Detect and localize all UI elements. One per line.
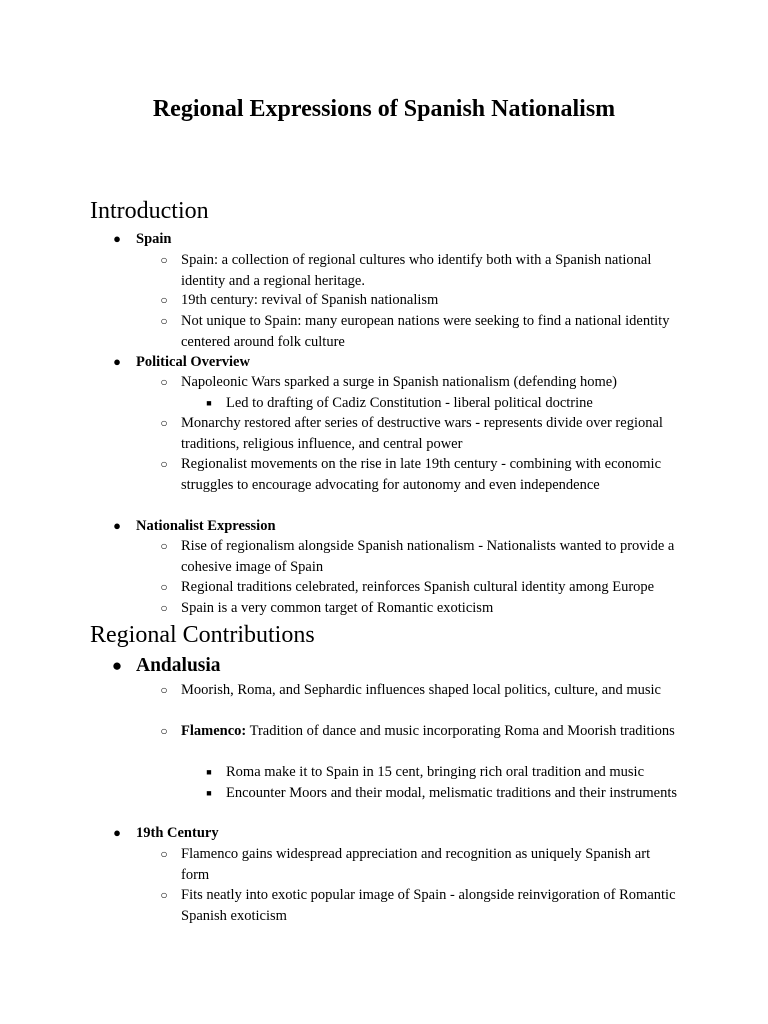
list-item <box>160 598 681 619</box>
list-item <box>160 577 681 598</box>
bullet-spain <box>113 229 696 250</box>
heading-introduction: Introduction <box>90 198 209 224</box>
bullet-label: Andalusia <box>136 655 221 676</box>
bullet-disc-icon: ● <box>113 825 121 840</box>
bullet-nationalist-expression <box>113 516 696 537</box>
bullet-circle-icon: ○ <box>160 457 168 471</box>
list-item <box>160 536 681 577</box>
bullet-disc-icon: ● <box>113 518 121 533</box>
list-item-text: Led to drafting of Cadiz Constitution - liberal political doctrine <box>226 395 593 411</box>
bullet-circle-icon: ○ <box>160 683 168 697</box>
list-item-text: Spain is a very common target of Romantic exoticism <box>181 600 494 616</box>
bullet-circle-icon: ○ <box>160 253 168 267</box>
flamenco-term: Flamenco: <box>181 723 247 739</box>
bullet-square-icon: ■ <box>206 788 212 798</box>
bullet-circle-icon: ○ <box>160 314 168 328</box>
bullet-circle-icon: ○ <box>160 375 168 389</box>
bullet-circle-icon: ○ <box>160 416 168 430</box>
heading-regional-contributions: Regional Contributions <box>90 622 315 648</box>
list-item-text: Fits neatly into exotic popular image of Spain - alongside reinvigoration of Romantic Spanish exoticism <box>181 887 676 924</box>
list-item-text: Flamenco gains widespread appreciation and recognition as uniquely Spanish art form <box>181 846 651 883</box>
list-item <box>160 372 681 393</box>
list-item <box>206 783 686 804</box>
list-item <box>160 844 681 885</box>
bullet-disc-icon: ● <box>113 231 121 246</box>
bullet-circle-icon: ○ <box>160 539 168 553</box>
list-item <box>160 721 681 742</box>
list-item-text: Encounter Moors and their modal, melismatic traditions and their instruments <box>226 785 678 801</box>
document-title: Regional Expressions of Spanish Nationalism <box>152 96 616 122</box>
bullet-andalusia <box>111 654 696 678</box>
bullet-label: Nationalist Expression <box>136 518 276 534</box>
bullet-label: 19th Century <box>136 825 219 841</box>
list-item <box>160 250 681 291</box>
bullet-square-icon: ■ <box>206 398 212 408</box>
list-item-text: Monarchy restored after series of destructive wars - represents divide over regional traditions, religious influence, and central power <box>181 415 663 452</box>
list-item-text: Napoleonic Wars sparked a surge in Spanish nationalism (defending home) <box>181 374 618 390</box>
bullet-political-overview <box>113 352 696 373</box>
list-item <box>160 290 681 311</box>
bullet-circle-icon: ○ <box>160 601 168 615</box>
list-item-text: Spain: a collection of regional cultures who identify both with a Spanish national identity and a regional heritage. <box>181 252 652 289</box>
bullet-disc-icon: ● <box>111 656 123 675</box>
bullet-label: Spain <box>136 231 172 247</box>
bullet-circle-icon: ○ <box>160 293 168 307</box>
list-item-text: Rise of regionalism alongside Spanish nationalism - Nationalists wanted to provide a cohesive image of Spain <box>181 538 675 575</box>
list-item-text: Roma make it to Spain in 15 cent, bringing rich oral tradition and music <box>226 764 645 780</box>
list-item <box>160 885 681 926</box>
list-item-text: Moorish, Roma, and Sephardic influences shaped local politics, culture, and music <box>181 682 661 698</box>
list-item-text: Tradition of dance and music incorporating Roma and Moorish traditions <box>246 723 675 739</box>
bullet-19th-century <box>113 823 696 844</box>
list-item <box>206 762 686 783</box>
list-item <box>206 393 686 414</box>
list-item-text: Regionalist movements on the rise in late 19th century - combining with economic struggles to encourage advocating for autonomy and even independence <box>181 456 662 493</box>
bullet-disc-icon: ● <box>113 354 121 369</box>
list-item-text: Not unique to Spain: many european nations were seeking to find a national identity centered around folk culture <box>181 313 670 350</box>
list-item-text: Regional traditions celebrated, reinforces Spanish cultural identity among Europe <box>181 579 655 595</box>
list-item <box>160 311 681 352</box>
bullet-circle-icon: ○ <box>160 888 168 902</box>
list-item <box>160 454 681 495</box>
bullet-circle-icon: ○ <box>160 847 168 861</box>
list-item <box>160 680 681 701</box>
list-item-text: 19th century: revival of Spanish nationalism <box>181 292 439 308</box>
bullet-circle-icon: ○ <box>160 724 168 738</box>
bullet-label: Political Overview <box>136 354 250 370</box>
list-item <box>160 413 681 454</box>
bullet-circle-icon: ○ <box>160 580 168 594</box>
bullet-square-icon: ■ <box>206 767 212 777</box>
